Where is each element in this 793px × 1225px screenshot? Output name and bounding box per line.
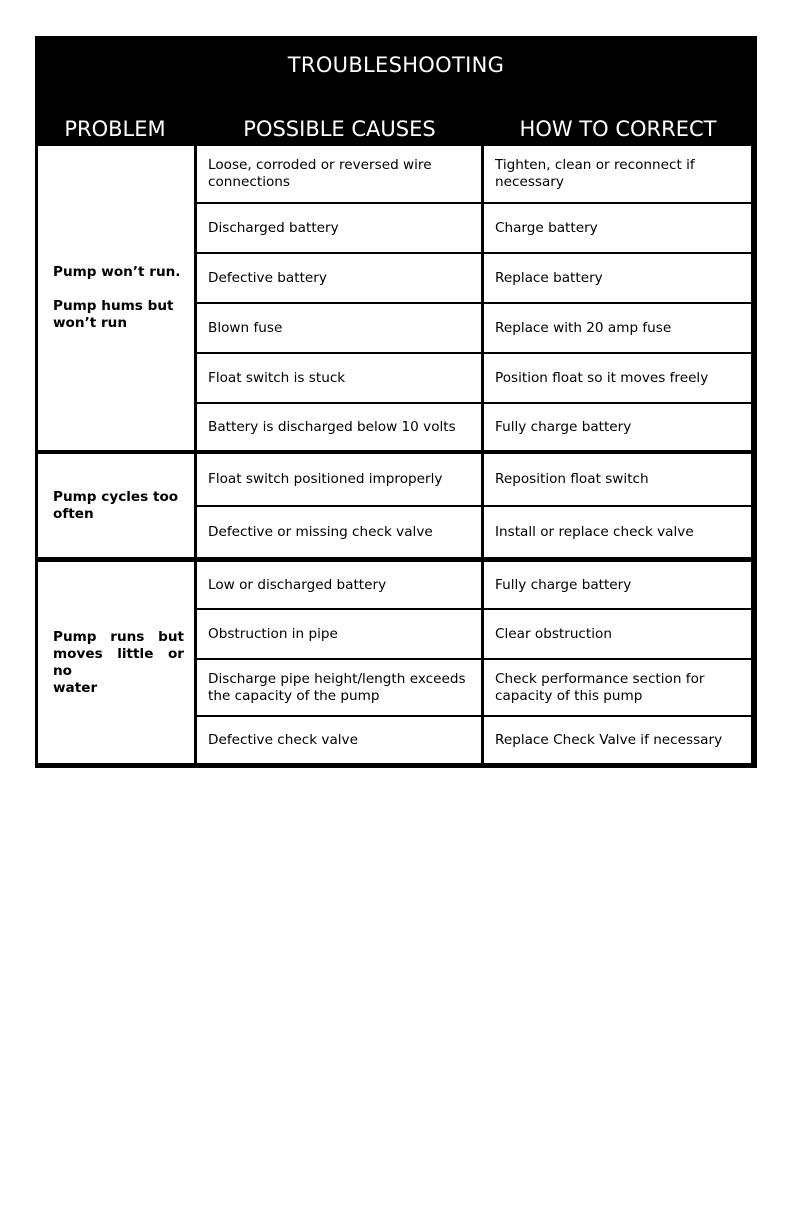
cause-cell: Loose, corroded or reversed wire connections xyxy=(197,146,481,202)
header-how-to-correct: HOW TO CORRECT xyxy=(519,117,717,141)
problem-text: Pump cycles too xyxy=(53,488,179,505)
problem-text xyxy=(53,281,184,298)
header-problem: PROBLEM xyxy=(64,117,166,141)
problem-cell xyxy=(38,454,194,557)
correction-cell: Clear obstruction xyxy=(484,610,751,658)
header-possible-causes: POSSIBLE CAUSES xyxy=(243,117,436,141)
problem-cell xyxy=(38,562,194,763)
cause-cell: Defective battery xyxy=(197,254,481,302)
cause-cell: Defective or missing check valve xyxy=(197,507,481,557)
correction-cell: Charge battery xyxy=(484,204,751,252)
correction-cell: Tighten, clean or reconnect if necessary xyxy=(484,146,751,202)
cause-cell: Float switch positioned improperly xyxy=(197,454,481,505)
correction-cell: Position float so it moves freely xyxy=(484,354,751,402)
cause-cell: Defective check valve xyxy=(197,717,481,763)
problem-text: often xyxy=(53,505,94,522)
problem-text: moves little or no xyxy=(53,645,184,679)
correction-cell: Fully charge battery xyxy=(484,404,751,450)
problem-text: won’t run xyxy=(53,315,128,331)
problem-text: Pump won’t run. xyxy=(53,264,181,280)
cause-cell: Blown fuse xyxy=(197,304,481,352)
cause-cell: Discharged battery xyxy=(197,204,481,252)
problem-text: Pump hums but xyxy=(53,298,174,314)
correction-cell: Fully charge battery xyxy=(484,562,751,608)
correction-cell: Replace Check Valve if necessary xyxy=(484,717,751,763)
correction-cell: Replace with 20 amp fuse xyxy=(484,304,751,352)
correction-cell: Install or replace check valve xyxy=(484,507,751,557)
cause-cell: Float switch is stuck xyxy=(197,354,481,402)
cause-cell: Battery is discharged below 10 volts xyxy=(197,404,481,450)
table-title: TROUBLESHOOTING xyxy=(287,53,505,77)
problem-text: Pump runs but xyxy=(53,628,184,645)
correction-cell: Replace battery xyxy=(484,254,751,302)
correction-cell: Check performance section for capacity of this pump xyxy=(484,660,751,715)
cause-cell: Obstruction in pipe xyxy=(197,610,481,658)
correction-cell: Reposition float switch xyxy=(484,454,751,505)
cause-cell: Discharge pipe height/length exceeds the capacity of the pump xyxy=(197,660,481,715)
troubleshooting-table xyxy=(35,36,757,768)
cause-cell: Low or discharged battery xyxy=(197,562,481,608)
problem-text: water xyxy=(53,679,98,696)
problem-cell xyxy=(38,146,194,450)
